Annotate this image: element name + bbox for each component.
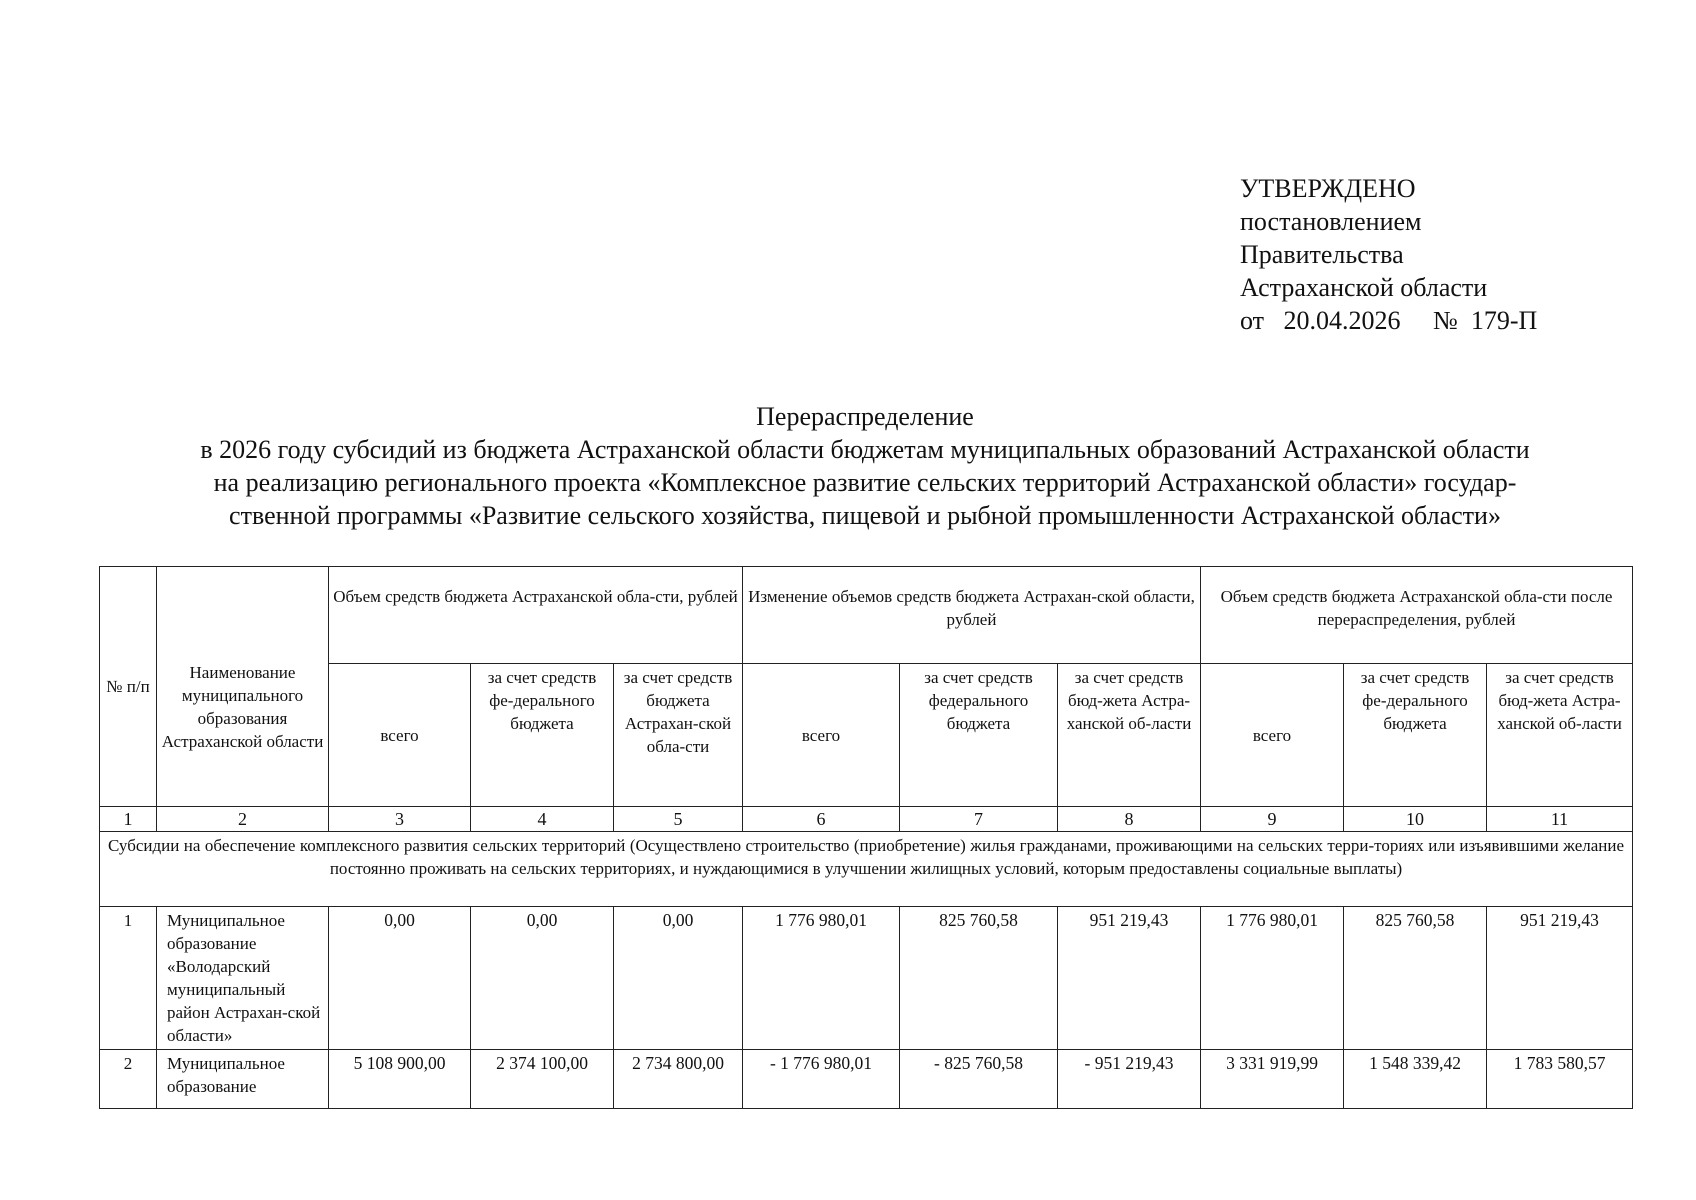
column-number: 8 [1058, 807, 1201, 832]
approval-date-line [1240, 304, 1537, 337]
header-g2-total: всего [743, 664, 900, 807]
cell-before-regional: 0,00 [614, 907, 743, 1050]
header-group-change: Изменение объемов средств бюджета Астрахан-ской области, рублей [743, 567, 1201, 664]
row-num: 2 [100, 1050, 157, 1109]
cell-before-regional: 2 734 800,00 [614, 1050, 743, 1109]
row-name: Муниципальное образование [157, 1050, 329, 1109]
header-row-1 [100, 567, 1633, 664]
allocation-table [99, 566, 1633, 1109]
header-g3-total: всего [1201, 664, 1344, 807]
header-name: Наименование муниципального образования Астраханской области [157, 567, 329, 807]
column-number: 1 [100, 807, 157, 832]
title-line-3: на реализацию регионального проекта «Комплексное развитие сельских территорий Астраханской области» государ- [213, 468, 1517, 497]
table-row [100, 907, 1633, 1050]
section-title: Субсидии на обеспечение комплексного развития сельских территорий (Осуществлено строительство (приобретение) жилья гражданами, проживающими на сельских терри-ториях или изъявившими желание постоянно проживать на сельских территориях, и нуждающимися в улучшении жилищных условий, которым предоставлены социальные выплаты) [100, 832, 1633, 907]
cell-change-total: - 1 776 980,01 [743, 1050, 900, 1109]
header-g1-regional: за счет средств бюджета Астрахан-ской обла-сти [614, 664, 743, 807]
header-g2-federal: за счет средств федерального бюджета [900, 664, 1058, 807]
table-row [100, 1050, 1633, 1109]
title-line-1: Перераспределение [756, 402, 974, 431]
cell-before-federal: 0,00 [471, 907, 614, 1050]
cell-after-total: 3 331 919,99 [1201, 1050, 1344, 1109]
cell-before-total: 0,00 [329, 907, 471, 1050]
approval-date: 20.04.2026 [1283, 306, 1401, 335]
column-number: 5 [614, 807, 743, 832]
row-name: Муниципальное образование «Володарский муниципальный район Астрахан-ской области» [157, 907, 329, 1050]
approval-line-3: Правительства [1240, 240, 1404, 269]
header-g2-regional: за счет средств бюд-жета Астра-ханской об-ласти [1058, 664, 1201, 807]
header-g1-federal: за счет средств фе-дерального бюджета [471, 664, 614, 807]
approval-heading: УТВЕРЖДЕНО [1240, 174, 1416, 203]
column-numbers-row [100, 807, 1633, 832]
column-number: 6 [743, 807, 900, 832]
title-line-2: в 2026 году субсидий из бюджета Астраханской области бюджетам муниципальных образований Астраханской области [200, 435, 1530, 464]
cell-before-federal: 2 374 100,00 [471, 1050, 614, 1109]
section-row [100, 832, 1633, 907]
header-g1-total: всего [329, 664, 471, 807]
header-g3-regional: за счет средств бюд-жета Астра-ханской об-ласти [1487, 664, 1633, 807]
column-number: 7 [900, 807, 1058, 832]
cell-change-federal: 825 760,58 [900, 907, 1058, 1050]
cell-after-federal: 825 760,58 [1344, 907, 1487, 1050]
cell-after-regional: 1 783 580,57 [1487, 1050, 1633, 1109]
approval-stamp [1240, 172, 1537, 337]
column-number: 3 [329, 807, 471, 832]
approval-line-2: постановлением [1240, 207, 1422, 236]
header-row-2 [100, 664, 1633, 807]
header-group-after: Объем средств бюджета Астраханской обла-сти после перераспределения, рублей [1201, 567, 1633, 664]
approval-line-4: Астраханской области [1240, 273, 1488, 302]
column-number: 2 [157, 807, 329, 832]
row-num: 1 [100, 907, 157, 1050]
document-title [95, 400, 1635, 532]
column-number: 9 [1201, 807, 1344, 832]
cell-after-federal: 1 548 339,42 [1344, 1050, 1487, 1109]
column-number: 11 [1487, 807, 1633, 832]
cell-before-total: 5 108 900,00 [329, 1050, 471, 1109]
cell-change-federal: - 825 760,58 [900, 1050, 1058, 1109]
header-g3-federal: за счет средств фе-дерального бюджета [1344, 664, 1487, 807]
approval-from: от [1240, 306, 1265, 335]
column-number: 10 [1344, 807, 1487, 832]
title-line-4: ственной программы «Развитие сельского хозяйства, пищевой и рыбной промышленности Астраханской области» [229, 501, 1501, 530]
cell-change-total: 1 776 980,01 [743, 907, 900, 1050]
approval-number-sign: № [1433, 306, 1458, 335]
cell-change-regional: 951 219,43 [1058, 907, 1201, 1050]
cell-change-regional: - 951 219,43 [1058, 1050, 1201, 1109]
header-group-before: Объем средств бюджета Астраханской обла-сти, рублей [329, 567, 743, 664]
approval-number: 179-П [1470, 306, 1538, 335]
cell-after-total: 1 776 980,01 [1201, 907, 1344, 1050]
column-number: 4 [471, 807, 614, 832]
header-num: № п/п [100, 567, 157, 807]
cell-after-regional: 951 219,43 [1487, 907, 1633, 1050]
